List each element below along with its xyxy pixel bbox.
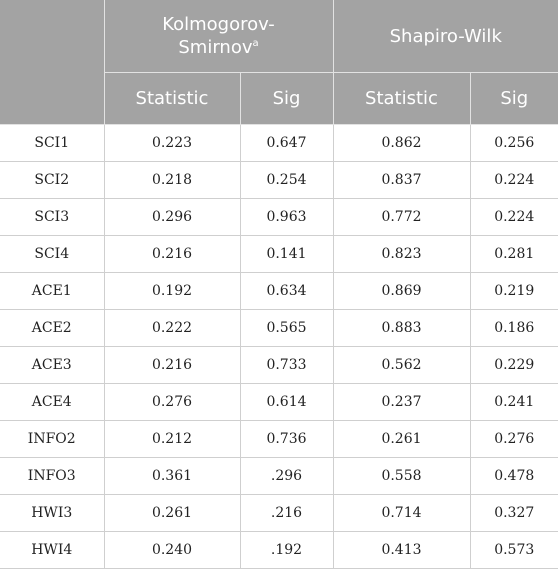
- header-ks-line1: Kolmogorov-: [162, 14, 275, 35]
- table-body: [0, 125, 558, 569]
- cell-sw-statistic: 0.413: [333, 532, 470, 569]
- cell-variable: INFO2: [0, 421, 104, 458]
- cell-sw-sig: 0.229: [470, 347, 558, 384]
- cell-ks-statistic: 0.223: [104, 125, 240, 162]
- cell-variable: HWI3: [0, 495, 104, 532]
- table-row: [0, 421, 558, 458]
- cell-sw-sig: 0.224: [470, 162, 558, 199]
- cell-sw-sig: 0.573: [470, 532, 558, 569]
- table-row: [0, 458, 558, 495]
- cell-sw-statistic: 0.869: [333, 273, 470, 310]
- cell-variable: INFO3: [0, 458, 104, 495]
- header-sw-sig: Sig: [470, 73, 558, 125]
- cell-ks-sig: 0.634: [240, 273, 333, 310]
- header-shapiro-wilk: Shapiro-Wilk: [333, 0, 558, 73]
- cell-ks-statistic: 0.296: [104, 199, 240, 236]
- cell-sw-statistic: 0.714: [333, 495, 470, 532]
- cell-ks-sig: .296: [240, 458, 333, 495]
- cell-sw-sig: 0.186: [470, 310, 558, 347]
- table-row: [0, 310, 558, 347]
- table-row: [0, 236, 558, 273]
- table-row: [0, 495, 558, 532]
- cell-ks-statistic: 0.216: [104, 347, 240, 384]
- cell-sw-sig: 0.219: [470, 273, 558, 310]
- cell-sw-statistic: 0.823: [333, 236, 470, 273]
- cell-ks-sig: 0.736: [240, 421, 333, 458]
- cell-ks-statistic: 0.240: [104, 532, 240, 569]
- cell-sw-sig: 0.327: [470, 495, 558, 532]
- cell-sw-statistic: 0.261: [333, 421, 470, 458]
- header-row-groups: [0, 0, 558, 73]
- cell-sw-statistic: 0.837: [333, 162, 470, 199]
- header-ks-sig: Sig: [240, 73, 333, 125]
- table-row: [0, 273, 558, 310]
- cell-sw-sig: 0.281: [470, 236, 558, 273]
- cell-ks-sig: 0.963: [240, 199, 333, 236]
- cell-sw-statistic: 0.862: [333, 125, 470, 162]
- cell-variable: SCI3: [0, 199, 104, 236]
- header-variable-blank: [0, 0, 104, 125]
- table-row: [0, 384, 558, 421]
- cell-variable: ACE4: [0, 384, 104, 421]
- cell-ks-sig: 0.254: [240, 162, 333, 199]
- cell-ks-statistic: 0.216: [104, 236, 240, 273]
- cell-ks-sig: 0.565: [240, 310, 333, 347]
- cell-ks-sig: .216: [240, 495, 333, 532]
- table-row: [0, 347, 558, 384]
- cell-ks-statistic: 0.212: [104, 421, 240, 458]
- cell-ks-statistic: 0.276: [104, 384, 240, 421]
- cell-ks-statistic: 0.361: [104, 458, 240, 495]
- table-header: [0, 0, 558, 125]
- table-row: [0, 532, 558, 569]
- cell-variable: SCI4: [0, 236, 104, 273]
- header-ks-statistic: Statistic: [104, 73, 240, 125]
- header-sw-statistic: Statistic: [333, 73, 470, 125]
- cell-ks-sig: .192: [240, 532, 333, 569]
- cell-sw-statistic: 0.883: [333, 310, 470, 347]
- table-row: [0, 162, 558, 199]
- cell-sw-statistic: 0.562: [333, 347, 470, 384]
- header-ks-superscript: a: [252, 38, 259, 49]
- cell-ks-sig: 0.733: [240, 347, 333, 384]
- cell-ks-statistic: 0.261: [104, 495, 240, 532]
- cell-variable: SCI2: [0, 162, 104, 199]
- cell-ks-sig: 0.614: [240, 384, 333, 421]
- cell-sw-statistic: 0.772: [333, 199, 470, 236]
- cell-sw-statistic: 0.237: [333, 384, 470, 421]
- cell-sw-sig: 0.478: [470, 458, 558, 495]
- cell-sw-sig: 0.241: [470, 384, 558, 421]
- cell-sw-sig: 0.256: [470, 125, 558, 162]
- header-ks-line2: Smirnov: [178, 37, 253, 58]
- header-kolmogorov-smirnov: [104, 0, 333, 73]
- table-row: [0, 199, 558, 236]
- cell-variable: ACE2: [0, 310, 104, 347]
- cell-variable: HWI4: [0, 532, 104, 569]
- cell-sw-statistic: 0.558: [333, 458, 470, 495]
- cell-ks-statistic: 0.192: [104, 273, 240, 310]
- cell-ks-sig: 0.141: [240, 236, 333, 273]
- cell-ks-statistic: 0.222: [104, 310, 240, 347]
- cell-sw-sig: 0.224: [470, 199, 558, 236]
- cell-variable: ACE3: [0, 347, 104, 384]
- cell-variable: ACE1: [0, 273, 104, 310]
- cell-ks-sig: 0.647: [240, 125, 333, 162]
- cell-ks-statistic: 0.218: [104, 162, 240, 199]
- table-row: [0, 125, 558, 162]
- cell-sw-sig: 0.276: [470, 421, 558, 458]
- cell-variable: SCI1: [0, 125, 104, 162]
